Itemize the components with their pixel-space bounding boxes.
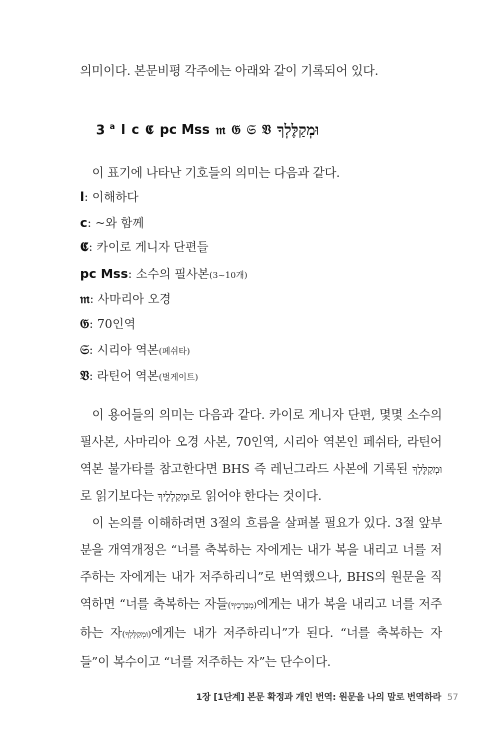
list-item: 𝔖: 시리아 역본(페쉬타) xyxy=(80,343,191,359)
intro-line: 의미이다. 본문비평 각주에는 아래와 같이 기록되어 있다. xyxy=(80,64,379,78)
list-item: pc Mss: 소수의 필사본(3~10개) xyxy=(80,266,248,282)
verse-number: 3 $^a$ xyxy=(96,121,115,139)
list-item: 𝔙: 라틴어 역본(벌게이트) xyxy=(80,368,199,384)
apparatus-g: 𝔊 xyxy=(231,122,241,138)
page-number: 57 xyxy=(447,693,459,703)
apparatus-cairo: 𝕮 xyxy=(145,122,154,138)
list-item: l: 이해하다 xyxy=(80,189,139,204)
apparatus-v: 𝔙 xyxy=(261,122,271,138)
list-item: 𝔪: 사마리아 오경 xyxy=(80,291,172,307)
running-footer xyxy=(196,690,459,706)
chapter-title: 1장 [1단계] 본문 확정과 개인 번역: 원문을 나의 말로 번역하라 xyxy=(196,693,442,703)
list-item: 𝔊: 70인역 xyxy=(80,317,136,333)
apparatus-c: c xyxy=(131,122,140,138)
list-item: 𝕮: 카이로 게니자 단편들 xyxy=(80,240,209,256)
paragraph-2: 이 논의를 이해하려면 3절의 흐름을 살펴볼 필요가 있다. 3절 앞부분을 개역개정은 “너를 축복하는 자에게는 내가 복을 내리고 너를 저주하는 자에게는 내가 저주하리니”로 번역했으나, BHS의 원문을 직역하면 “너를 축복하는 자들(מְבָרְכֶיךָ)에게는 내가 복을 내리고 너를 저주하는 자(וּמְקַלֶּלְךָ)에게는 내가 저주하리니”가 된다. “너를 축복하는 자들”이 복수이고 “너를 저주하는 자”는 단수이다. xyxy=(80,516,443,669)
apparatus-hebrew: וּמְקַלֶּלְךָ xyxy=(276,120,320,139)
list-intro: 이 표기에 나타난 기호들의 의미는 다음과 같다. xyxy=(92,166,340,180)
apparatus-l: l xyxy=(120,122,126,138)
apparatus-sam: 𝔪 xyxy=(215,122,226,138)
symbol-legend xyxy=(80,184,442,390)
apparatus-pcmss: pc Mss xyxy=(159,122,210,138)
list-item: c: ~와 함께 xyxy=(80,214,144,230)
paragraph-1: 이 용어들의 의미는 다음과 같다. 카이로 게니자 단편, 몇몇 소수의 필사본, 사마리아 오경 사본, 70인역, 시리아 역본인 페쉬타, 라틴어 역본 불가타를 참고한다면 BHS 즉 레닌그라드 사본에 기록된 וּמְקַלֶּלְךָ로 읽기보다는 וּמְקַלְלֶיךָ로 읽어야 한다는 것이다. xyxy=(80,408,442,503)
text-critical-apparatus xyxy=(96,118,426,142)
apparatus-s: 𝔖 xyxy=(246,122,256,138)
